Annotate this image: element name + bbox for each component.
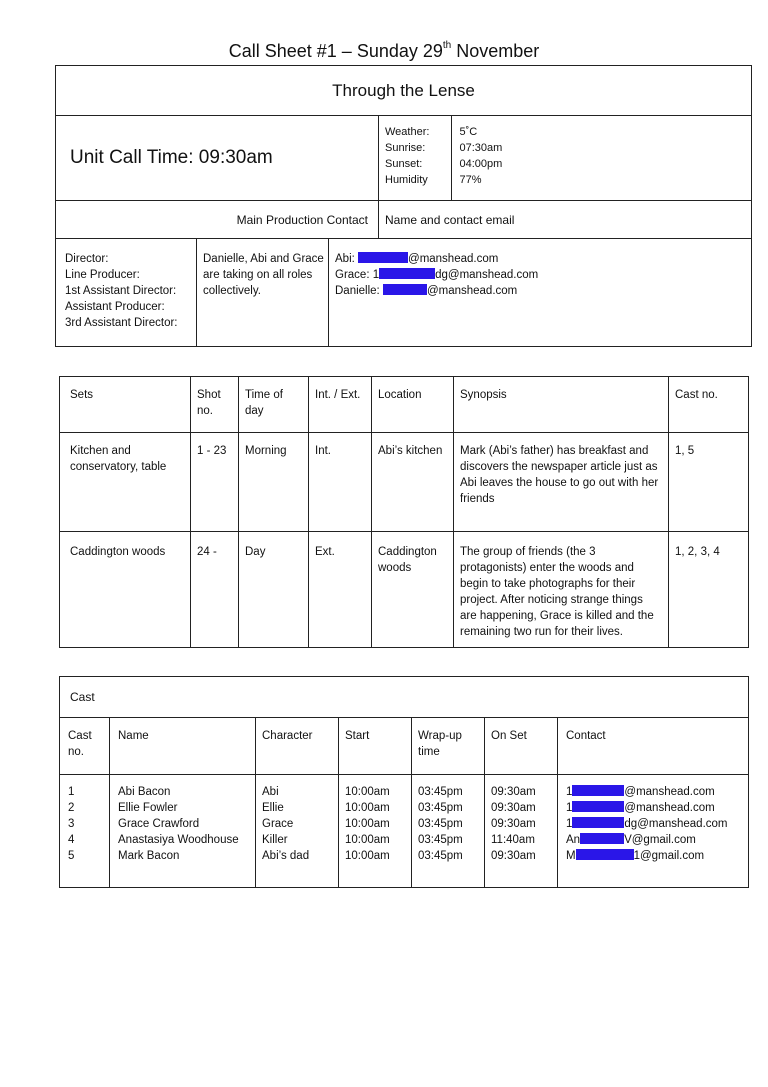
unit-call-time: Unit Call Time: 09:30am <box>56 116 379 201</box>
weather-label: Weather: <box>385 126 430 138</box>
sunrise-value: 07:30am <box>459 142 503 154</box>
cast-on-set: 09:30am <box>491 818 536 830</box>
scene-int-ext: Ext. <box>309 532 372 648</box>
scene-set: Caddington woods <box>60 532 191 648</box>
cast-start: 10:00am <box>345 786 390 798</box>
cast-character-column <box>256 775 339 888</box>
cast-start: 10:00am <box>345 850 390 862</box>
cast-on-set-column <box>485 775 558 888</box>
cast-name: Grace Crawford <box>118 818 200 830</box>
contact-suffix: @manshead.com <box>624 802 715 814</box>
scene-row <box>60 433 749 532</box>
role-director: Director: <box>65 253 109 265</box>
cast-wrap: 03:45pm <box>418 834 463 846</box>
contact-prefix: 1 <box>566 818 573 830</box>
weather-values <box>451 116 752 201</box>
scene-set: Kitchen and conservatory, table <box>60 433 191 532</box>
role-1st-ad: 1st Assistant Director: <box>65 285 177 297</box>
scene-synopsis: Mark (Abi’s father) has breakfast and discovers the newspaper article just as Abi leaves the house to go out with her friends <box>454 433 669 532</box>
cast-on-set: 11:40am <box>491 834 535 846</box>
cast-table <box>59 676 749 888</box>
scene-cast: 1, 5 <box>669 433 749 532</box>
cast-name: Mark Bacon <box>118 850 180 862</box>
scene-time: Day <box>239 532 309 648</box>
header-sets: Sets <box>60 377 191 433</box>
redaction-block <box>580 833 624 844</box>
cast-no: 1 <box>68 786 75 798</box>
sunset-label: Sunset: <box>385 158 423 170</box>
scene-time: Morning <box>239 433 309 532</box>
cast-header-row <box>60 718 749 775</box>
cast-start: 10:00am <box>345 818 390 830</box>
sunrise-label: Sunrise: <box>385 142 426 154</box>
scene-row <box>60 532 749 648</box>
cast-name: Ellie Fowler <box>118 802 178 814</box>
weather-labels <box>379 116 451 201</box>
cast-on-set: 09:30am <box>491 786 536 798</box>
header-int-ext: Int. / Ext. <box>309 377 372 433</box>
cast-on-set: 09:30am <box>491 802 536 814</box>
cast-no: 4 <box>68 834 75 846</box>
humidity-value: 77% <box>459 174 482 186</box>
scene-location: Caddington woods <box>372 532 454 648</box>
cast-on-set: 09:30am <box>491 850 536 862</box>
header-cast-no: Cast no. <box>60 718 110 775</box>
cast-wrap: 03:45pm <box>418 818 463 830</box>
header-cast: Cast no. <box>669 377 749 433</box>
email-list <box>329 239 752 347</box>
cast-start: 10:00am <box>345 802 390 814</box>
production-info-table <box>55 65 752 347</box>
cast-character: Killer <box>262 834 288 846</box>
page-title <box>0 38 768 64</box>
weather-value: 5˚C <box>459 126 478 138</box>
header-on-set: On Set <box>485 718 558 775</box>
scene-int-ext: Int. <box>309 433 372 532</box>
cast-contact <box>566 832 746 848</box>
role-3rd-ad: 3rd Assistant Director: <box>65 317 178 329</box>
header-location: Location <box>372 377 454 433</box>
scenes-table <box>59 376 749 648</box>
redaction-block <box>383 284 427 295</box>
cast-contact <box>566 784 746 800</box>
title-sup: th <box>442 40 452 51</box>
scenes-header-row <box>60 377 749 433</box>
redaction-block <box>379 268 435 279</box>
main-contact-heading: Main Production Contact <box>56 201 379 239</box>
cast-character: Grace <box>262 818 294 830</box>
header-synopsis: Synopsis <box>454 377 669 433</box>
role-assistant-producer: Assistant Producer: <box>65 301 165 313</box>
production-name: Through the Lense <box>56 66 752 116</box>
scene-cast: 1, 2, 3, 4 <box>669 532 749 648</box>
scene-synopsis: The group of friends (the 3 protagonists) enter the woods and begin to take photographs for their project. After noticing strange things are happening, Grace is killed and the remaining two run for their lives. <box>454 532 669 648</box>
email-abi-domain: @manshead.com <box>408 253 499 265</box>
cast-contact-column <box>558 775 749 888</box>
humidity-label: Humidity <box>385 174 428 186</box>
header-start: Start <box>339 718 412 775</box>
cast-wrap-column <box>412 775 485 888</box>
header-name: Name <box>110 718 256 775</box>
roles-list <box>56 239 197 347</box>
redaction-block <box>572 801 624 812</box>
cast-name: Anastasiya Woodhouse <box>118 834 239 846</box>
cast-contact <box>566 816 746 832</box>
cast-start-column <box>339 775 412 888</box>
header-wrap: Wrap-up time <box>412 718 485 775</box>
cast-wrap: 03:45pm <box>418 850 463 862</box>
cast-title: Cast <box>60 677 749 718</box>
cast-contact <box>566 800 746 816</box>
cast-contact <box>566 848 746 864</box>
header-time: Time of day <box>239 377 309 433</box>
cast-no: 2 <box>68 802 75 814</box>
cast-no: 5 <box>68 850 75 862</box>
contact-prefix: 1 <box>566 786 573 798</box>
email-grace-domain: dg@manshead.com <box>435 269 539 281</box>
title-text: Call Sheet #1 – Sunday 29 <box>228 41 443 61</box>
header-shot: Shot no. <box>191 377 239 433</box>
cast-character: Abi’s dad <box>262 850 310 862</box>
role-line-producer: Line Producer: <box>65 269 140 281</box>
cast-character: Abi <box>262 786 279 798</box>
cast-character: Ellie <box>262 802 284 814</box>
contact-suffix: dg@manshead.com <box>624 818 728 830</box>
scene-shot: 24 - <box>191 532 239 648</box>
email-grace-name: Grace: 1 <box>335 269 380 281</box>
email-danielle-name: Danielle: <box>335 285 383 297</box>
title-month: November <box>451 41 540 61</box>
cast-no: 3 <box>68 818 75 830</box>
cast-wrap: 03:45pm <box>418 786 463 798</box>
email-grace <box>335 267 747 283</box>
sunset-value: 04:00pm <box>459 158 503 170</box>
redaction-block <box>358 252 408 263</box>
email-heading: Name and contact email <box>379 201 752 239</box>
cast-name-column <box>110 775 256 888</box>
contact-suffix: @manshead.com <box>624 786 715 798</box>
redaction-block <box>572 785 624 796</box>
header-contact: Contact <box>558 718 749 775</box>
cast-no-column <box>60 775 110 888</box>
contact-prefix: M <box>566 850 576 862</box>
cast-start: 10:00am <box>345 834 390 846</box>
email-abi-name: Abi: <box>335 253 359 265</box>
cast-name: Abi Bacon <box>118 786 171 798</box>
redaction-block <box>576 849 634 860</box>
roles-note: Danielle, Abi and Grace are taking on all roles collectively. <box>197 239 329 347</box>
contact-suffix: V@gmail.com <box>624 834 696 846</box>
cast-wrap: 03:45pm <box>418 802 463 814</box>
contact-suffix: 1@gmail.com <box>633 850 705 862</box>
email-danielle-domain: @manshead.com <box>426 285 518 297</box>
contact-prefix: An <box>566 834 581 846</box>
email-abi <box>335 251 747 267</box>
scene-location: Abi’s kitchen <box>372 433 454 532</box>
redaction-block <box>572 817 624 828</box>
email-danielle <box>335 283 747 299</box>
scene-shot: 1 - 23 <box>191 433 239 532</box>
contact-prefix: 1 <box>566 802 573 814</box>
cast-body-row <box>60 775 749 888</box>
header-character: Character <box>256 718 339 775</box>
